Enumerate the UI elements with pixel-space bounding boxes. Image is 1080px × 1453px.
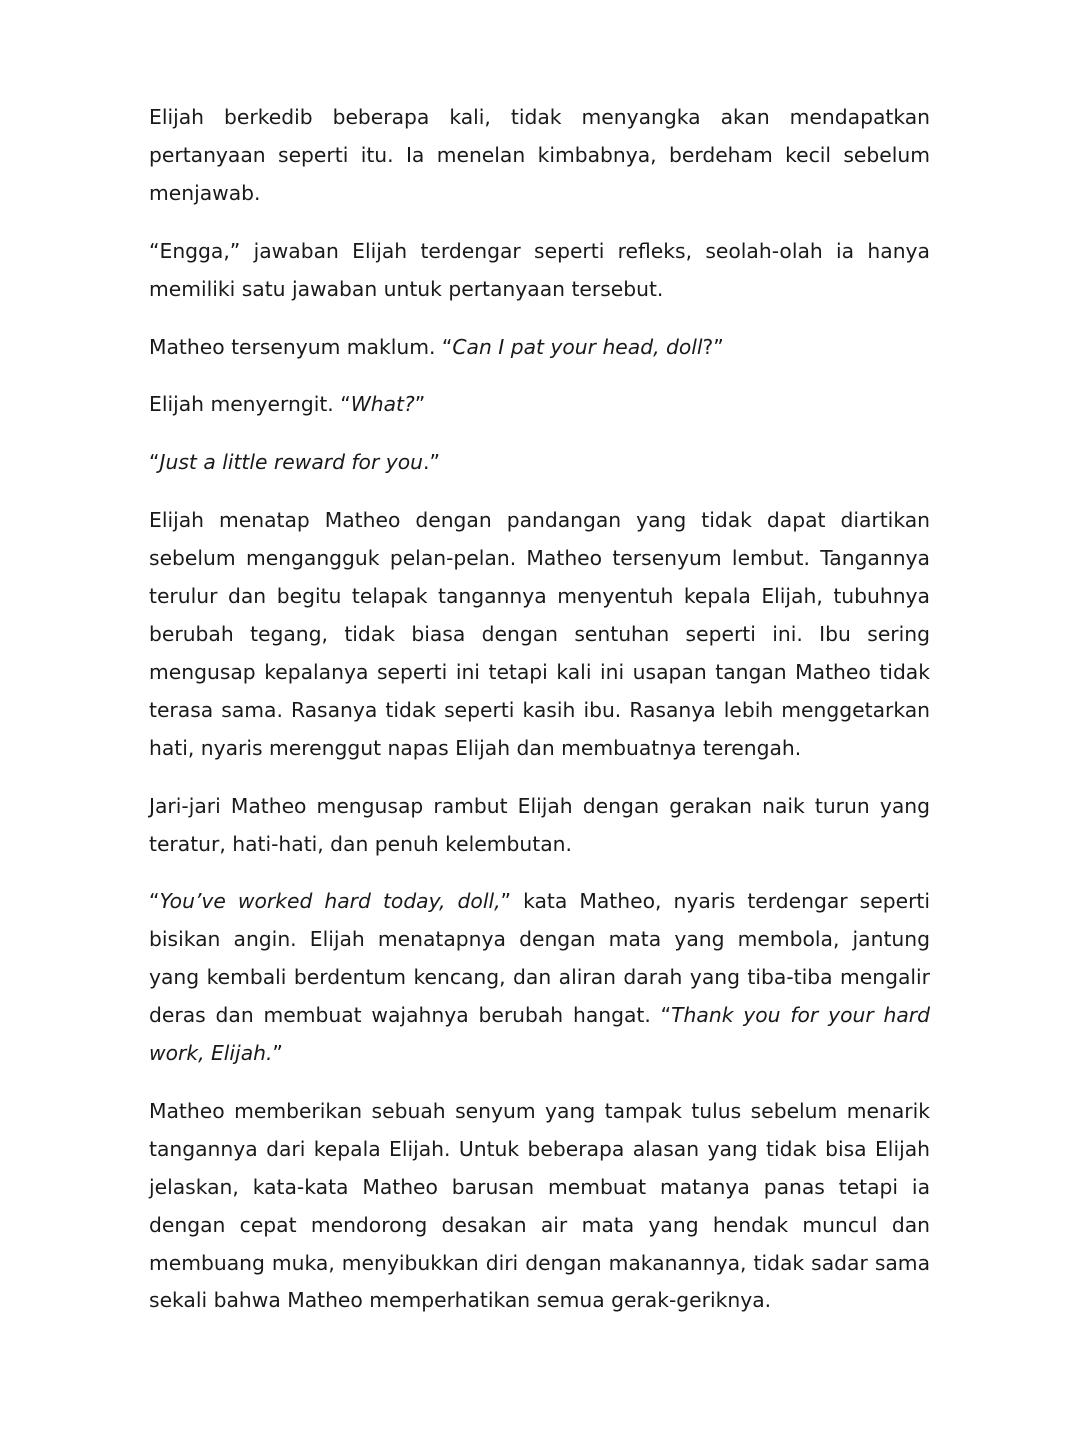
paragraph-5 [149,444,930,482]
paragraph-3 [149,329,930,367]
paragraph-8 [149,883,930,1073]
document-page [149,99,930,1340]
paragraph-text: “ [149,450,160,475]
paragraph-7 [149,788,930,864]
paragraph-text: ” [414,392,426,417]
paragraph-text: Jari-jari Matheo mengusap rambut Elijah dengan gerakan naik turun yang teratur, hati-hati, dan penuh kelembutan. [149,793,930,856]
paragraph-1 [149,99,930,213]
paragraph-text: .” [423,450,440,475]
paragraph-italic-text: Thank you for your hard work, Elijah. [149,1003,930,1066]
paragraph-italic-text: Can I pat your head, doll [452,334,703,359]
paragraph-text: Elijah menyerngit. “ [149,392,351,417]
paragraph-text: ” [272,1041,283,1066]
paragraph-italic-text: You’ve worked hard today, doll, [159,889,501,914]
paragraph-text: ” kata Matheo, nyaris terdengar seperti bisikan angin. Elijah menatapnya dengan mata yang membola, jantung yang kembali berdentum kencang, dan aliran darah yang tiba-tiba mengalir deras dan membuat wajahnya berubah hangat. “ [149,889,930,1028]
paragraph-text: Matheo memberikan sebuah senyum yang tampak tulus sebelum menarik tangannya dari kepala Elijah. Untuk beberapa alasan yang tidak bisa Elijah jelaskan, kata-kata Matheo barusan membuat matanya panas tetapi ia dengan cepat mendorong desakan air mata yang hendak muncul dan membuang muka, menyibukkan diri dengan makanannya, tidak sadar sama sekali bahwa Matheo memperhatikan semua gerak-geriknya. [149,1098,930,1313]
paragraph-2 [149,233,930,309]
paragraph-text: “ [149,889,160,914]
paragraph-text: Elijah berkedib beberapa kali, tidak menyangka akan mendapatkan pertanyaan seperti itu. Ia menelan kimbabnya, berdeham kecil sebelum menjawab. [149,105,930,205]
paragraph-text: ?” [702,334,724,359]
paragraph-text: Matheo tersenyum maklum. “ [149,334,453,359]
paragraph-9 [149,1093,930,1320]
paragraph-italic-text: What? [350,392,415,417]
paragraph-text: “Engga,” jawaban Elijah terdengar seperti refleks, seolah-olah ia hanya memiliki satu jawaban untuk pertanyaan tersebut. [149,238,930,301]
paragraph-italic-text: Just a little reward for you [159,450,424,475]
paragraph-text: Elijah menatap Matheo dengan pandangan yang tidak dapat diartikan sebelum mengangguk pelan-pelan. Matheo tersenyum lembut. Tangannya terulur dan begitu telapak tangannya menyentuh kepala Elijah, tubuhnya berubah tegang, tidak biasa dengan sentuhan seperti ini. Ibu sering mengusap kepalanya seperti ini tetapi kali ini usapan tangan Matheo tidak terasa sama. Rasanya tidak seperti kasih ibu. Rasanya lebih menggetarkan hati, nyaris merenggut napas Elijah dan membuatnya terengah. [149,508,930,760]
paragraph-6 [149,502,930,767]
paragraph-4 [149,386,930,424]
